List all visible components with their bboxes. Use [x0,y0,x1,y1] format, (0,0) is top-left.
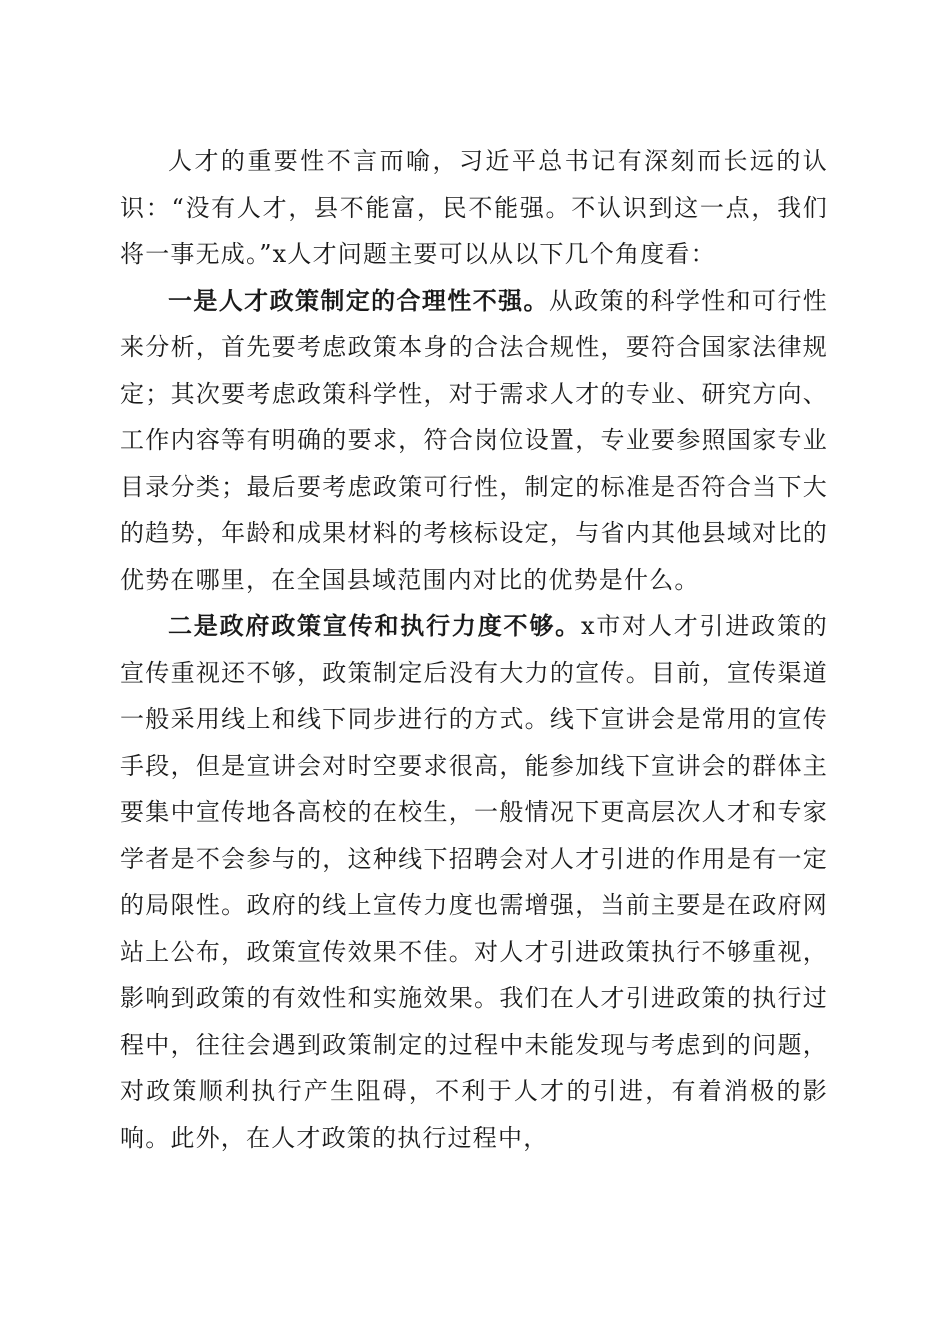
paragraph-point-two [120,603,828,1161]
paragraph-lead: 二是政府政策宣传和执行力度不够。 [168,611,581,640]
paragraph-lead: 一是人才政策制定的合理性不强。 [168,285,549,315]
paragraph-text: x市对人才引进政策的宣传重视还不够，政策制定后没有大力的宣传。目前，宣传渠道一般采用线上和线下同步进行的方式。线下宣讲会是常用的宣传手段，但是宣讲会对时空要求很高，能参加线下宣讲会的群体主要集中宣传地各高校的在校生，一般情况下更高层次人才和专家学者是不会参与的，这种线下招聘会对人才引进的作用是有一定的局限性。政府的线上宣传力度也需增强，当前主要是在政府网站上公布，政策宣传效果不佳。对人才引进政策执行不够重视，影响到政策的有效性和实施效果。我们在人才引进政策的执行过程中，往往会遇到政策制定的过程中未能发现与考虑到的问题，对政策顺利执行产生阻碍，不利于人才的引进，有着消极的影响。此外，在人才政策的执行过程中， [120,612,828,1152]
paragraph-point-one [120,278,828,604]
document-body [120,138,828,1161]
paragraph-intro [120,138,828,278]
paragraph-text: 人才的重要性不言而喻，习近平总书记有深刻而长远的认识：“没有人才，县不能富，民不能强。不认识到这一点，我们将一事无成。”x人才问题主要可以从以下几个角度看： [120,147,828,268]
paragraph-text: 从政策的科学性和可行性来分析，首先要考虑政策本身的合法合规性，要符合国家法律规定；其次要考虑政策科学性，对于需求人才的专业、研究方向、工作内容等有明确的要求，符合岗位设置，专业要参照国家专业目录分类；最后要考虑政策可行性，制定的标准是否符合当下大的趋势，年龄和成果材料的考核标设定，与省内其他县域对比的优势在哪里，在全国县域范围内对比的优势是什么。 [120,286,829,594]
